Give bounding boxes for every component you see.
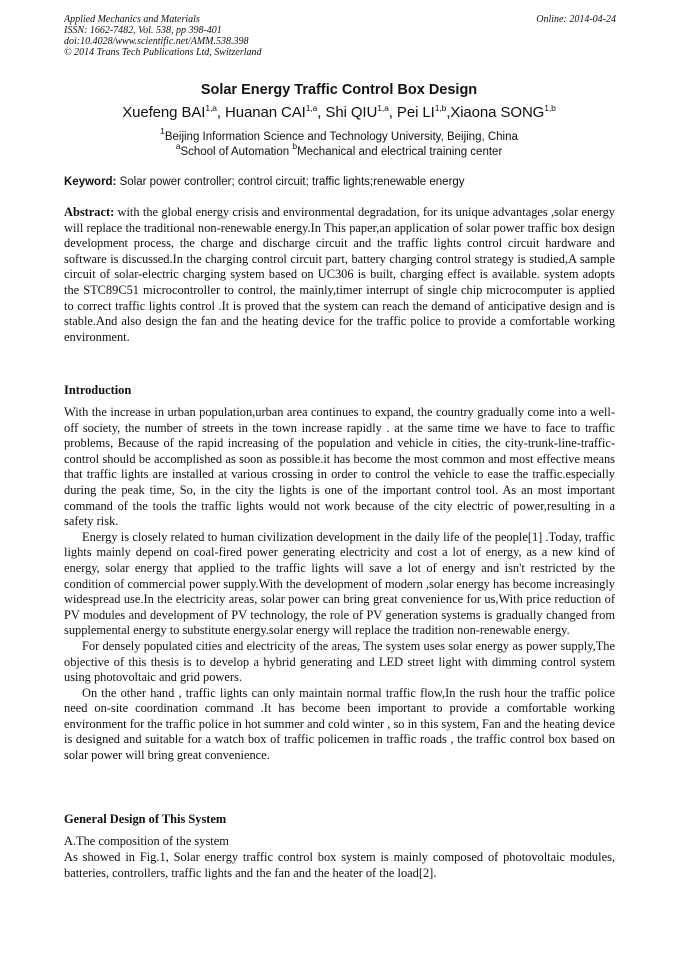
paragraph: As showed in Fig.1, Solar energy traffic control box system is mainly composed of photovoltaic modules, batteries, controllers, traffic lights and the fan and the heater of the load[2]. [64, 850, 615, 880]
paragraph: Energy is closely related to human civilization development in the daily life of the people[1] .Today, traffic lights mainly depend on coal-fired power generating electricity and cost a lot of energy, as a new kind of energy, solar energy that applied to the traffic lights will save a lot of energy and isn't restricted by the condition of commercial power supply.With the development of modern ,solar energy has become increasingly widespread use.In the electricity areas, solar power can bring great convenience for us,With price reduction of PV modules and development of PV technology, the role of PV generation systems is gradually changed from supplemental energy to substitute energy.solar energy will replace the tradition non-renewable energy. [64, 529, 615, 638]
author-name: Huanan CAI [225, 104, 306, 121]
doi-line: doi:10.4028/www.scientific.net/AMM.538.398 [64, 36, 249, 47]
abstract-text: with the global energy crisis and environmental degradation, for its unique advantages ,solar energy will replace the traditional non-renewable energy.In This paper,an application of solar power traffic box design development process, the charge and discharge circuit and the traffic lights control circuit hardware and software is discussed.In the charging control circuit part, battery charging control strategy is studied,A sample circuit of solar-electric charging system based on UC306 is built, charging effect is available. system adopts the STC89C51 microcontroller to control, the mainly,timer interrupt of single chip microcomputer is applied to correct traffic lights control .It is proved that the system can reach the demand of anticipative design and is stable.And also design the fan and the heating device for the traffic police to provide a comfortable working environment. [64, 205, 615, 344]
journal-name: Applied Mechanics and Materials [64, 14, 200, 25]
subsection-heading: A.The composition of the system [64, 834, 229, 848]
keyword-text: Solar power controller; control circuit; traffic lights;renewable energy [116, 176, 465, 188]
affiliation-mark: 1 [160, 126, 165, 136]
abstract-label: Abstract: [64, 205, 115, 219]
author-name: Shi QIU [325, 104, 378, 121]
keywords [64, 176, 616, 188]
author-separator: , [446, 104, 451, 121]
copyright-line: © 2014 Trans Tech Publications Ltd, Switzerland [64, 47, 262, 58]
introduction-body [64, 405, 615, 764]
affiliation-text: School of Automation [180, 146, 290, 158]
affiliation-mark: a [175, 141, 181, 151]
author-affiliation-mark: 1,b [544, 103, 556, 113]
paper-title: Solar Energy Traffic Control Box Design [200, 82, 478, 98]
paragraph: With the increase in urban population,urban area continues to expand, the country gradually come into a well-off society, the number of streets in the town increase rapidly . at the same time we have to face to traffic problems, Because of the rapid increasing of the population and vehicle in cities, the city-trunk-line-traffic-control should be accomplished as soon as possible.it has become the most common and most effective means that traffic lights are installed at various crossing in order to control the vehicle to ease the traffic.especially during the peak time, So, in the city the lights is one of the important control tool. As an most important command of the tools the traffic lights would not work because of the city electric of power,resulting in a safety risk. [64, 405, 615, 529]
journal-header [64, 14, 616, 58]
affiliation-text: Mechanical and electrical training center [297, 146, 503, 158]
general-design-body [64, 850, 615, 881]
author-separator: , [216, 104, 226, 121]
author-separator: , [317, 104, 326, 121]
author-affiliation-mark: 1,a [377, 103, 389, 113]
section-heading-introduction: Introduction [64, 383, 132, 397]
paragraph: For densely populated cities and electricity of the areas, The system uses solar energy as power supply,The objective of this thesis is to develop a hybrid generating and LED street light with dimming control system using photovoltaic and grid powers. [64, 638, 615, 685]
author-name: Xuefeng BAI [122, 104, 206, 121]
author-name: Xiaona SONG [450, 104, 545, 121]
issn-line: ISSN: 1662-7482, Vol. 538, pp 398-401 [64, 25, 222, 36]
author-affiliation-mark: 1,a [205, 103, 217, 113]
author-list [0, 104, 678, 121]
affiliation-university [0, 126, 678, 143]
affiliation-mark: b [292, 141, 298, 151]
author-affiliation-mark: 1,b [434, 103, 447, 113]
affiliation-departments [0, 141, 678, 158]
keyword-label: Keyword: [64, 176, 117, 188]
online-date: Online: 2014-04-24 [536, 14, 616, 25]
author-separator: , [388, 104, 397, 121]
paragraph: On the other hand , traffic lights can only maintain normal traffic flow,In the rush hour the traffic police need on-site coordination command .It has become been important to provide a comfortable working environment for the traffic police in hot summer and cold winter , so in this system, Fan and the heating device is designed and suitable for a watch box of traffic policemen in traffic roads , the traffic control box based on solar power will bring great convenience. [64, 685, 615, 763]
affiliation-text: Beijing Information Science and Technology University, Beijing, China [164, 131, 518, 143]
author-name: Pei LI [396, 104, 435, 121]
section-heading-general-design: General Design of This System [64, 812, 227, 826]
abstract [64, 205, 615, 345]
author-affiliation-mark: 1,a [305, 103, 318, 113]
